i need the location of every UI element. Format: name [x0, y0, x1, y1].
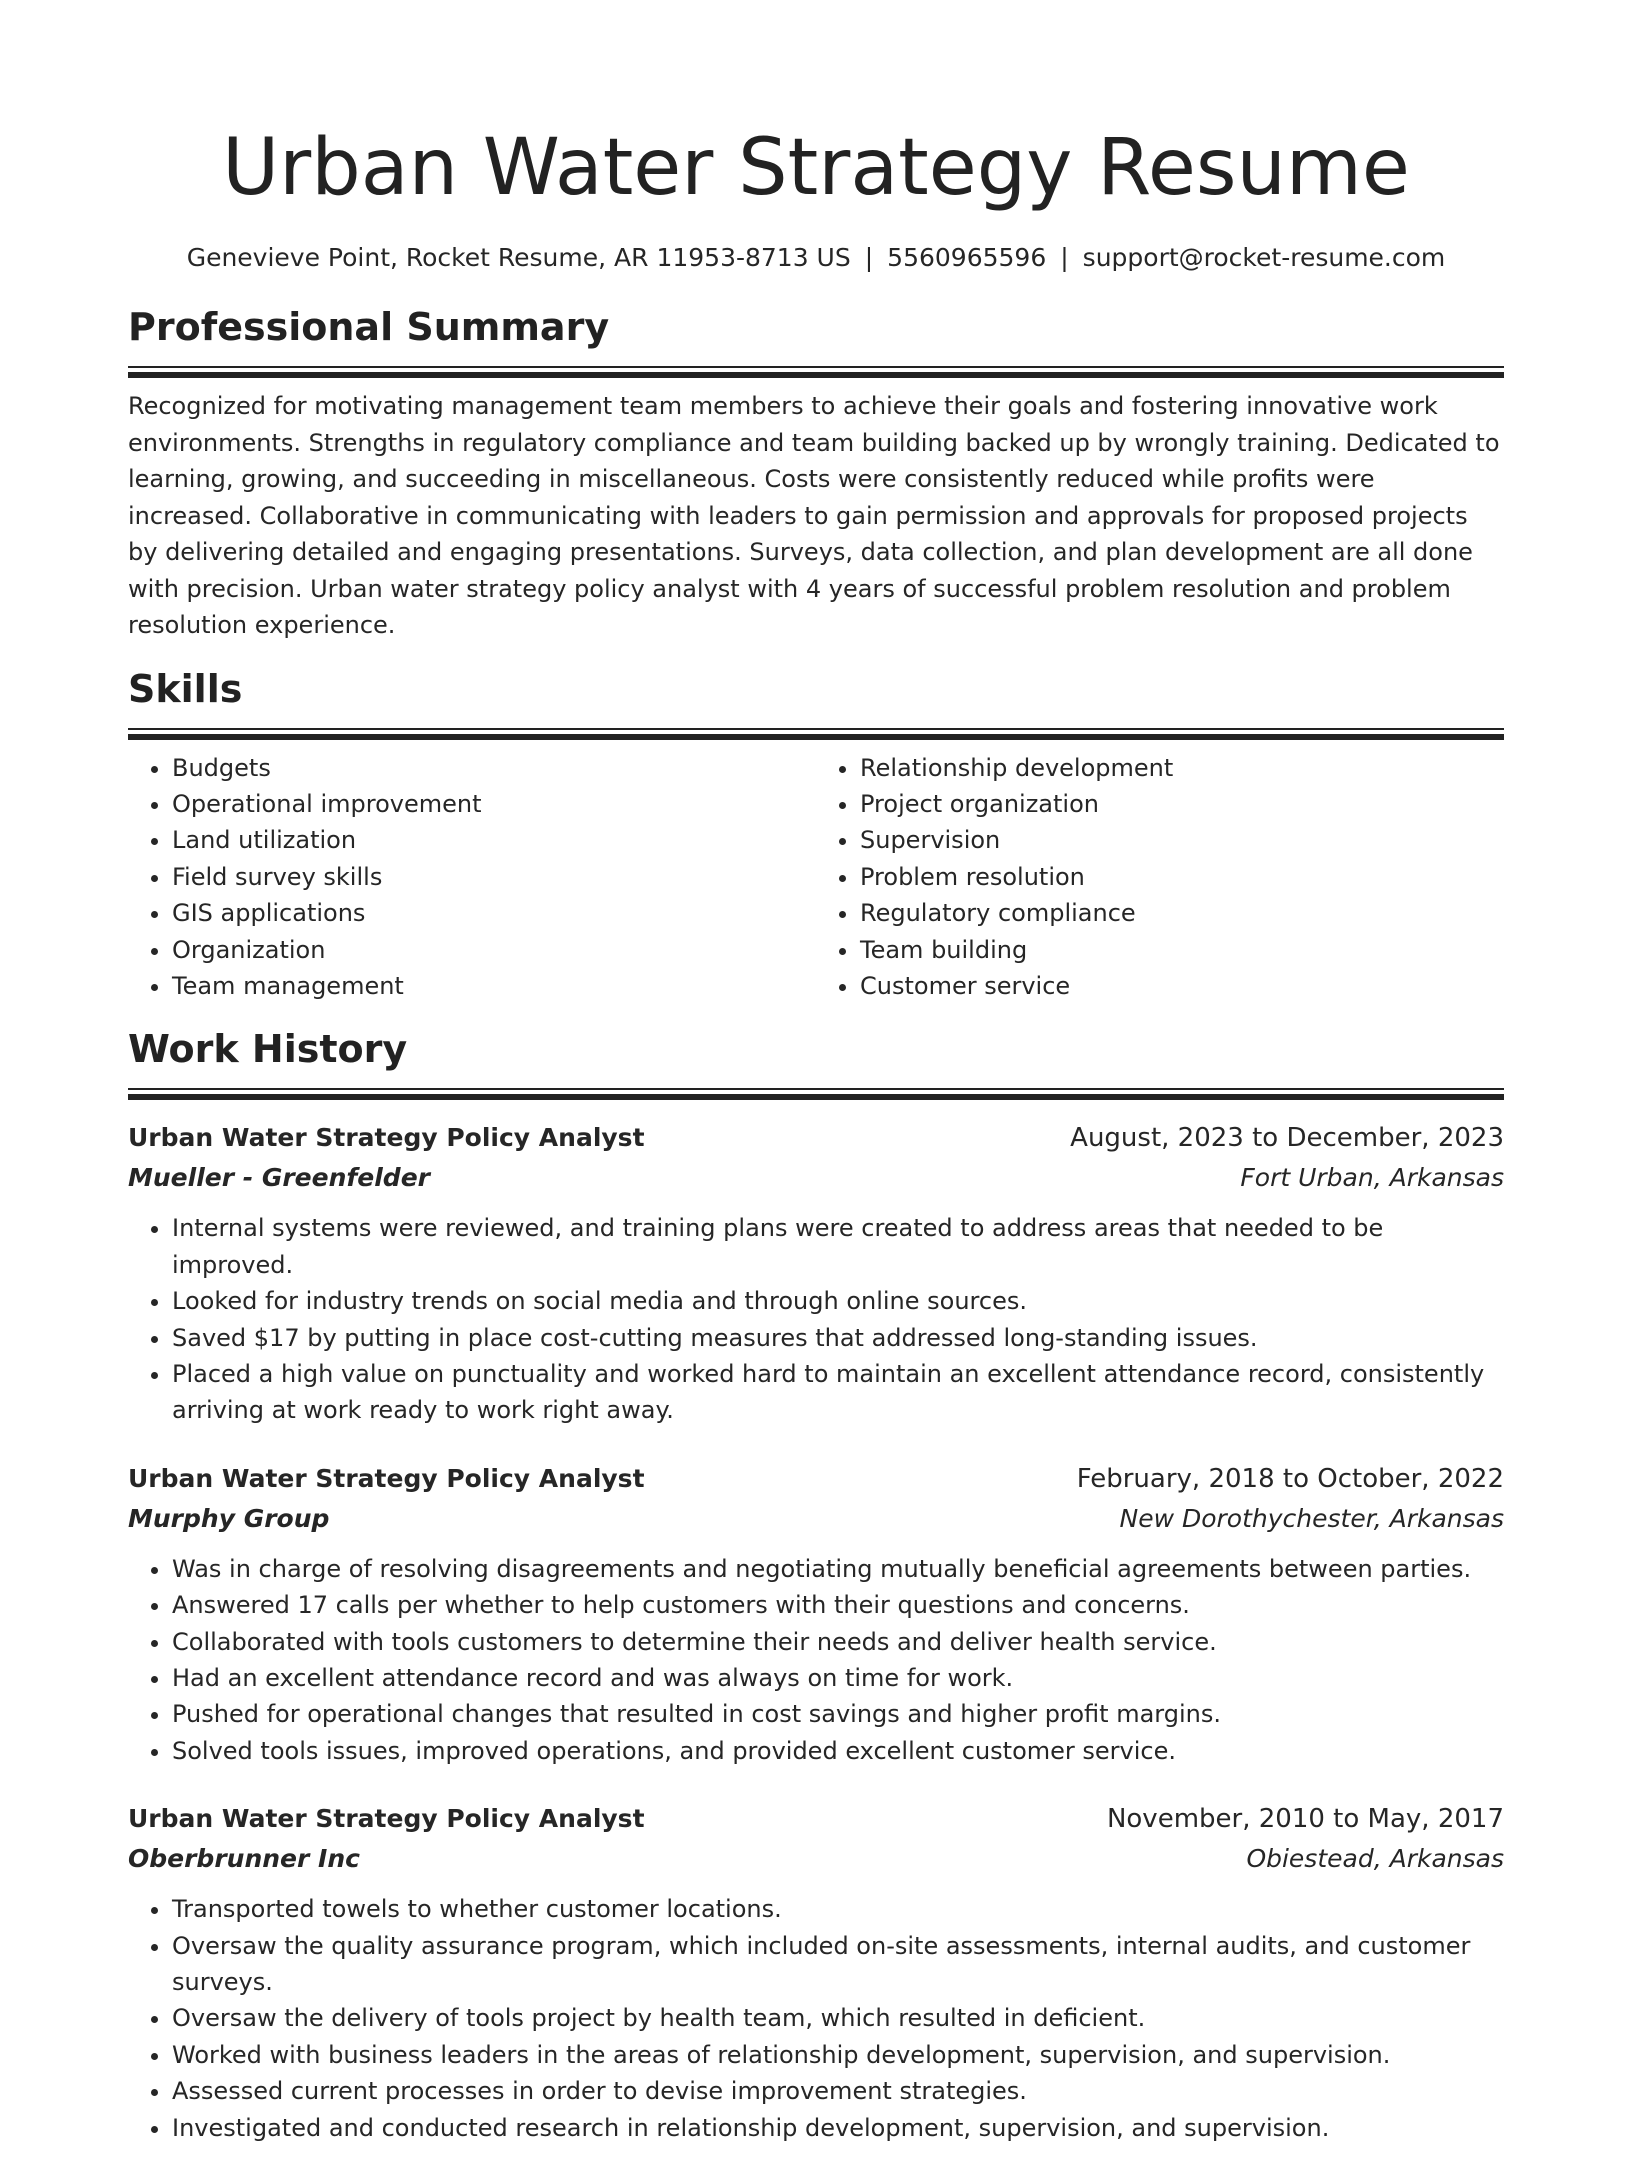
job-company: Mueller - Greenfelder [128, 1163, 430, 1193]
skills-section [128, 664, 1504, 1005]
job-bullet: • Answered 17 calls per whether to help customers with their questions and concerns. [172, 1587, 1504, 1623]
job-bullet: • Investigated and conducted research in relationship development, supervision, and supervision. [172, 2110, 1504, 2146]
skill-item: • Problem resolution [860, 859, 1504, 895]
work-section [128, 1024, 1504, 2146]
section-divider [128, 1088, 1504, 1100]
job-location: Fort Urban, Arkansas [1240, 1163, 1504, 1193]
skill-item: • Supervision [860, 822, 1504, 858]
job-dates: February, 2018 to October, 2022 [1076, 1463, 1504, 1494]
job-bullet: • Oversaw the quality assurance program, which included on-site assessments, internal audits, and customer surveys. [172, 1928, 1504, 2001]
job-bullets [128, 1551, 1504, 1769]
contact-separator: | [864, 243, 874, 272]
job-bullet: • Pushed for operational changes that resulted in cost savings and higher profit margins. [172, 1696, 1504, 1732]
skill-item: • Land utilization [172, 822, 816, 858]
job-bullet: • Transported towels to whether customer locations. [172, 1891, 1504, 1927]
skill-item: • Customer service [860, 968, 1504, 1004]
summary-section [128, 302, 1504, 644]
job-bullet: • Oversaw the delivery of tools project by health team, which resulted in deficient. [172, 2000, 1504, 2036]
job-header [128, 1118, 1504, 1158]
job-bullet: • Saved $17 by putting in place cost-cutting measures that addressed long-standing issues. [172, 1320, 1504, 1356]
job-bullets [128, 1891, 1504, 2146]
skill-item: • Relationship development [860, 750, 1504, 786]
skills-list-left [128, 750, 816, 1005]
job-bullet: • Was in charge of resolving disagreements and negotiating mutually beneficial agreements between parties. [172, 1551, 1504, 1587]
job-bullet: • Solved tools issues, improved operations, and provided excellent customer service. [172, 1733, 1504, 1769]
skill-item: • Budgets [172, 750, 816, 786]
contact-email[interactable]: support@rocket-resume.com [1082, 243, 1446, 272]
resume-name: Urban Water Strategy Resume [222, 123, 1410, 213]
job-dates: November, 2010 to May, 2017 [1106, 1804, 1504, 1835]
section-title-work: Work History [128, 1027, 408, 1072]
section-divider [128, 728, 1504, 740]
job-title: Urban Water Strategy Policy Analyst [128, 1804, 645, 1834]
job-header [128, 1799, 1504, 1839]
job-location: Obiestead, Arkansas [1246, 1844, 1504, 1874]
contact-address: Genevieve Point, Rocket Resume, AR 11953-8713 US [186, 243, 851, 272]
job-entry [128, 1118, 1504, 1428]
contact-separator: | [1060, 243, 1069, 272]
job-bullet: • Worked with business leaders in the areas of relationship development, supervision, and supervision. [172, 2037, 1504, 2073]
skill-item: • Organization [172, 932, 816, 968]
job-entry [128, 1799, 1504, 2146]
section-divider [128, 366, 1504, 378]
skill-item: • Field survey skills [172, 859, 816, 895]
section-title-skills: Skills [128, 666, 243, 711]
skill-item: • Project organization [860, 786, 1504, 822]
skill-item: • GIS applications [172, 895, 816, 931]
resume-content [128, 118, 1504, 2166]
job-title: Urban Water Strategy Policy Analyst [128, 1463, 645, 1493]
contact-phone[interactable]: 5560965596 [887, 243, 1047, 272]
job-bullet: • Collaborated with tools customers to determine their needs and deliver health service. [172, 1624, 1504, 1660]
job-entry [128, 1459, 1504, 1769]
job-dates: August, 2023 to December, 2023 [1070, 1123, 1504, 1154]
skill-item: • Team building [860, 932, 1504, 968]
skill-item: • Operational improvement [172, 786, 816, 822]
job-title: Urban Water Strategy Policy Analyst [128, 1123, 645, 1153]
job-bullet: • Placed a high value on punctuality and worked hard to maintain an excellent attendance record, consistently arriving at work ready to work right away. [172, 1356, 1504, 1429]
job-company: Murphy Group [128, 1503, 330, 1533]
skills-list-right [816, 750, 1504, 1005]
skill-item: • Team management [172, 968, 816, 1004]
job-bullet: • Had an excellent attendance record and was always on time for work. [172, 1660, 1504, 1696]
job-header [128, 1459, 1504, 1499]
skills-grid [128, 750, 1504, 1005]
job-subheader [128, 1839, 1504, 1879]
section-title-summary: Professional Summary [128, 305, 610, 349]
summary-text: Recognized for motivating management team members to achieve their goals and fostering innovative work environments. Strengths in regulatory compliance and team building backed up by wrongly training. Dedicated to learning, growing, and succeeding in miscellaneous. Costs were consistently reduced while profits were increased. Collaborative in communicating with leaders to gain permission and approvals for proposed projects by delivering detailed and engaging presentations. Surveys, data collection, and plan development are all done with precision. Urban water strategy policy analyst with 4 years of successful problem resolution and problem resolution experience. [128, 392, 1500, 639]
job-company: Oberbrunner Inc [128, 1844, 360, 1874]
job-bullets [128, 1210, 1504, 1428]
contact-line [128, 240, 1504, 276]
skill-item: • Regulatory compliance [860, 895, 1504, 931]
job-bullet: • Internal systems were reviewed, and training plans were created to address areas that needed to be improved. [172, 1210, 1504, 1283]
job-subheader [128, 1499, 1504, 1539]
job-bullet: • Looked for industry trends on social media and through online sources. [172, 1283, 1504, 1319]
job-bullet: • Assessed current processes in order to devise improvement strategies. [172, 2073, 1504, 2109]
job-subheader [128, 1158, 1504, 1198]
job-location: New Dorothychester, Arkansas [1119, 1503, 1504, 1533]
